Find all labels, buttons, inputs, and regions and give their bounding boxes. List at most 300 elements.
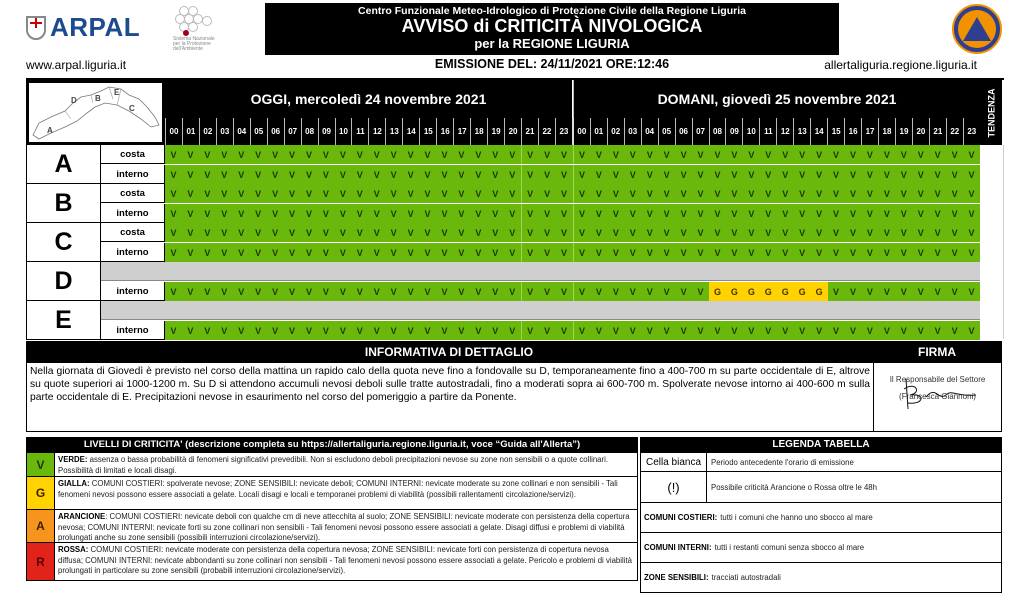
criticality-cell: V — [929, 223, 946, 242]
criticality-cell: V — [658, 321, 675, 340]
zone-b-costa-cells — [165, 184, 980, 203]
criticality-cell: V — [199, 204, 216, 223]
criticality-cell: V — [539, 223, 556, 242]
criticality-cell: V — [453, 204, 470, 223]
criticality-cell: V — [963, 184, 980, 203]
criticality-cell: V — [675, 145, 692, 164]
criticality-cell: V — [351, 243, 368, 262]
criticality-cell: V — [182, 243, 199, 262]
criticality-cell: V — [470, 321, 487, 340]
document-title: AVVISO di CRITICITÀ NIVOLOGICA — [401, 16, 703, 36]
criticality-cell: V — [453, 184, 470, 203]
criticality-cell: V — [845, 243, 862, 262]
hour-label-today-22: 22 — [538, 118, 555, 145]
criticality-cell: V — [487, 145, 504, 164]
level-description: ROSSA: COMUNI COSTIERI: nevicate moderate con persistenza della copertura nevosa; ZONE SENSIBILI: nevicate forti con persistenza di copertura nevosa diffusa; COMUNI INTERNI: nevicate abbondanti su zone collinari non sensibili - Tali fenomeni nevosi possono essere associati a gelate. Pericolo e problemi di viabilità prolungati in particolare su zone sensibili (probabili interruzioni circolazione/servizi). — [58, 545, 632, 575]
criticality-cell: V — [487, 282, 504, 301]
criticality-cell: V — [878, 165, 895, 184]
criticality-cell: V — [895, 204, 912, 223]
handwritten-signature-icon — [896, 375, 986, 411]
criticality-cell: V — [675, 282, 692, 301]
liguria-zone-map — [26, 80, 165, 145]
criticality-cell: V — [828, 223, 845, 242]
criticality-cell: V — [658, 165, 675, 184]
svg-text:C: C — [129, 104, 135, 113]
criticality-cell: V — [912, 243, 929, 262]
zone-a-interno-cells — [165, 165, 980, 184]
criticality-cell: V — [845, 282, 862, 301]
criticality-cell: V — [658, 223, 675, 242]
criticality-cell: V — [419, 145, 436, 164]
criticality-cell: V — [573, 204, 591, 223]
criticality-cell: V — [692, 243, 709, 262]
criticality-cell: V — [726, 145, 743, 164]
hour-label-today-15: 15 — [419, 118, 436, 145]
criticality-cell: V — [334, 223, 351, 242]
signature-box — [874, 362, 1002, 432]
criticality-cell: V — [419, 321, 436, 340]
hour-label-today-19: 19 — [487, 118, 504, 145]
criticality-cell: V — [385, 204, 402, 223]
zone-c-costa-label: costa — [101, 223, 165, 242]
criticality-cell: V — [709, 321, 726, 340]
criticality-cell: V — [760, 321, 777, 340]
criticality-cell: V — [317, 321, 334, 340]
snpa-logo — [165, 4, 245, 54]
criticality-cell: V — [182, 145, 199, 164]
criticality-cell: V — [233, 184, 250, 203]
criticality-cell: V — [402, 184, 419, 203]
criticality-cell: V — [301, 243, 318, 262]
criticality-cell: V — [845, 145, 862, 164]
criticality-cell: V — [470, 204, 487, 223]
protezione-civile-logo — [952, 4, 1002, 54]
criticality-cell: V — [946, 282, 963, 301]
criticality-cell: V — [607, 282, 624, 301]
criticality-cell: V — [250, 165, 267, 184]
criticality-cell: V — [267, 321, 284, 340]
criticality-cell: V — [709, 243, 726, 262]
criticality-cell: V — [368, 145, 385, 164]
criticality-cell: V — [590, 243, 607, 262]
zone-label-c: C — [26, 223, 101, 262]
criticality-cell: V — [539, 243, 556, 262]
criticality-cell: V — [641, 243, 658, 262]
hour-label-tomorrow-09: 09 — [725, 118, 742, 145]
hour-label-today-07: 07 — [284, 118, 301, 145]
criticality-cell: V — [504, 321, 521, 340]
criticality-cell: V — [521, 165, 539, 184]
criticality-cell: G — [760, 282, 777, 301]
criticality-cell: V — [233, 282, 250, 301]
criticality-cell: V — [658, 204, 675, 223]
criticality-cell: V — [777, 321, 794, 340]
hour-label-tomorrow-12: 12 — [776, 118, 793, 145]
criticality-cell: V — [573, 165, 591, 184]
criticality-cell: V — [624, 282, 641, 301]
criticality-cell: V — [573, 145, 591, 164]
criticality-cell: V — [351, 184, 368, 203]
zone-d-no-costa-row — [101, 262, 980, 281]
criticality-cell: V — [521, 204, 539, 223]
criticality-cell: V — [556, 321, 573, 340]
hour-label-tomorrow-13: 13 — [793, 118, 810, 145]
criticality-cell: V — [590, 282, 607, 301]
hour-label-today-11: 11 — [351, 118, 368, 145]
criticality-cell: V — [267, 145, 284, 164]
zone-b-interno-label: interno — [101, 204, 165, 223]
criticality-cell: V — [845, 184, 862, 203]
criticality-cell: V — [692, 282, 709, 301]
criticality-cell: V — [760, 165, 777, 184]
criticality-cell: V — [590, 204, 607, 223]
criticality-cell: V — [301, 184, 318, 203]
criticality-cell: V — [777, 165, 794, 184]
criticality-cell: V — [504, 243, 521, 262]
criticality-cell: V — [556, 204, 573, 223]
criticality-cell: V — [385, 165, 402, 184]
zone-c-interno-cells — [165, 243, 980, 262]
criticality-cell: V — [878, 204, 895, 223]
organization-line: Centro Funzionale Meteo-Idrologico di Protezione Civile della Regione Liguria — [358, 5, 746, 17]
criticality-cell: V — [334, 184, 351, 203]
criticality-cell: V — [556, 223, 573, 242]
hour-label-tomorrow-20: 20 — [912, 118, 929, 145]
criticality-cell: V — [216, 282, 233, 301]
criticality-cell: V — [504, 184, 521, 203]
criticality-cell: V — [301, 165, 318, 184]
criticality-cell: V — [165, 243, 182, 262]
criticality-cell: V — [794, 223, 811, 242]
criticality-cell: V — [419, 223, 436, 242]
hour-label-tomorrow-01: 01 — [590, 118, 607, 145]
criticality-cell: V — [878, 223, 895, 242]
criticality-cell: V — [929, 184, 946, 203]
criticality-cell: V — [436, 145, 453, 164]
criticality-cell: V — [929, 282, 946, 301]
criticality-cell: V — [861, 204, 878, 223]
criticality-cell: V — [539, 321, 556, 340]
hour-label-today-03: 03 — [216, 118, 233, 145]
levels-header: LIVELLI DI CRITICITA' (descrizione completa su https://allertaliguria.regione.liguria.it, voce “Guida all'Allerta”) — [26, 437, 638, 453]
criticality-cell: V — [895, 243, 912, 262]
zone-label-d: D — [26, 262, 101, 301]
criticality-cell: V — [504, 282, 521, 301]
zone-c-costa-cells — [165, 223, 980, 242]
criticality-cell: V — [317, 223, 334, 242]
criticality-cell: V — [233, 321, 250, 340]
criticality-cell: V — [267, 282, 284, 301]
criticality-cell: V — [199, 223, 216, 242]
criticality-cell: V — [811, 165, 828, 184]
criticality-cell: V — [216, 321, 233, 340]
criticality-cell: V — [250, 184, 267, 203]
criticality-cell: V — [250, 223, 267, 242]
criticality-cell: V — [301, 145, 318, 164]
criticality-cell: V — [284, 282, 301, 301]
criticality-cell: V — [946, 321, 963, 340]
criticality-cell: V — [811, 321, 828, 340]
criticality-cell: V — [794, 165, 811, 184]
criticality-cell: V — [726, 204, 743, 223]
criticality-cell: V — [709, 184, 726, 203]
criticality-cell: V — [521, 184, 539, 203]
criticality-cell: V — [675, 165, 692, 184]
criticality-cell: V — [317, 165, 334, 184]
criticality-cell: V — [165, 204, 182, 223]
criticality-cell: V — [573, 282, 591, 301]
criticality-cell: V — [828, 204, 845, 223]
level-description: VERDE: assenza o bassa probabilità di fenomeni significativi prevedibili. Non si escludono deboli precipitazioni nevose su zone non sensibili o a quote collinari. Possibilità di limitati e locali disagi. — [58, 455, 609, 475]
title-banner — [265, 3, 839, 55]
legend-header: LEGENDA TABELLA — [640, 437, 1002, 453]
criticality-cell: V — [182, 165, 199, 184]
criticality-cell: V — [284, 184, 301, 203]
criticality-cell: V — [556, 282, 573, 301]
criticality-cell: V — [590, 223, 607, 242]
tendenza-header: TENDENZA — [980, 80, 1002, 145]
criticality-cell: V — [777, 223, 794, 242]
criticality-cell: V — [845, 165, 862, 184]
criticality-cell: V — [895, 223, 912, 242]
criticality-cell: V — [743, 184, 760, 203]
criticality-cell: V — [402, 321, 419, 340]
criticality-cell: V — [726, 165, 743, 184]
legend-key: (!) — [641, 472, 707, 502]
criticality-cell: V — [233, 223, 250, 242]
criticality-cell: V — [590, 321, 607, 340]
criticality-cell: G — [811, 282, 828, 301]
criticality-cell: V — [658, 282, 675, 301]
criticality-cell: V — [760, 243, 777, 262]
criticality-cell: V — [929, 145, 946, 164]
zone-label-e: E — [26, 301, 101, 340]
criticality-cell: V — [182, 223, 199, 242]
allertaliguria-website-link[interactable]: allertaliguria.regione.liguria.it — [824, 58, 977, 72]
criticality-cell: V — [368, 223, 385, 242]
criticality-cell: G — [777, 282, 794, 301]
criticality-cell: V — [828, 165, 845, 184]
criticality-cell: V — [334, 321, 351, 340]
hour-label-tomorrow-21: 21 — [929, 118, 946, 145]
criticality-cell: V — [861, 282, 878, 301]
criticality-cell: V — [487, 184, 504, 203]
hour-label-today-17: 17 — [453, 118, 470, 145]
criticality-cell: V — [811, 243, 828, 262]
criticality-cell: V — [419, 204, 436, 223]
criticality-cell: V — [878, 184, 895, 203]
criticality-cell: V — [334, 165, 351, 184]
criticality-cell: G — [726, 282, 743, 301]
criticality-cell: V — [794, 204, 811, 223]
level-swatch: G — [27, 477, 55, 509]
criticality-cell: V — [811, 204, 828, 223]
level-description: GIALLA: COMUNI COSTIERI: spolverate nevose; ZONE SENSIBILI: nevicate deboli; COMUNI INTERNI: nevicate moderate su zone collinari e non sensibili - Tali fenomeni nevosi possono essere associati a gelate. Locali disagi e locali e temporanei problemi di viabilità (possibili rallentamenti circolazione/servizi). — [58, 479, 618, 499]
criticality-cell: V — [861, 243, 878, 262]
criticality-cell: V — [929, 243, 946, 262]
svg-text:B: B — [95, 94, 101, 103]
criticality-cell: V — [607, 321, 624, 340]
criticality-cell: V — [436, 223, 453, 242]
criticality-cell: V — [368, 243, 385, 262]
criticality-cell: V — [250, 145, 267, 164]
criticality-cell: V — [317, 204, 334, 223]
criticality-cell: V — [760, 184, 777, 203]
criticality-cell: V — [165, 282, 182, 301]
criticality-cell: V — [692, 145, 709, 164]
criticality-cell: V — [216, 243, 233, 262]
hour-label-today-10: 10 — [335, 118, 352, 145]
criticality-cell: V — [777, 204, 794, 223]
legend-row — [640, 472, 1002, 503]
legend-key: Cella bianca — [641, 453, 707, 471]
criticality-cell: V — [607, 223, 624, 242]
criticality-cell: V — [658, 184, 675, 203]
hour-label-tomorrow-15: 15 — [827, 118, 844, 145]
criticality-cell: V — [385, 145, 402, 164]
criticality-cell: V — [453, 282, 470, 301]
svg-text:D: D — [71, 96, 77, 105]
criticality-cell: V — [419, 282, 436, 301]
criticality-cell: V — [963, 223, 980, 242]
criticality-cell: V — [521, 145, 539, 164]
hour-label-tomorrow-03: 03 — [624, 118, 641, 145]
criticality-cell: V — [267, 243, 284, 262]
criticality-cell: V — [878, 321, 895, 340]
criticality-cell: V — [368, 165, 385, 184]
criticality-cell: V — [165, 321, 182, 340]
level-row-g — [26, 477, 638, 510]
criticality-cell: V — [946, 204, 963, 223]
criticality-cell: V — [487, 321, 504, 340]
criticality-cell: V — [895, 165, 912, 184]
hour-label-tomorrow-00: 00 — [572, 118, 590, 145]
arpal-website-link[interactable]: www.arpal.liguria.it — [26, 58, 127, 72]
hour-label-tomorrow-18: 18 — [878, 118, 895, 145]
legend-definition: COMUNI COSTIERI: tutti i comuni che hanno uno sbocco al mare — [640, 503, 1002, 533]
criticality-cell: V — [675, 223, 692, 242]
criticality-cell: V — [794, 184, 811, 203]
criticality-cell: V — [641, 184, 658, 203]
criticality-cell: V — [963, 165, 980, 184]
criticality-cell: V — [692, 204, 709, 223]
criticality-cell: V — [250, 204, 267, 223]
criticality-cell: V — [726, 243, 743, 262]
criticality-cell: V — [351, 223, 368, 242]
criticality-cell: V — [470, 145, 487, 164]
criticality-cell: V — [284, 243, 301, 262]
hour-label-today-00: 00 — [165, 118, 182, 145]
criticality-cell: V — [216, 145, 233, 164]
today-header: OGGI, mercoledì 24 novembre 2021 — [165, 80, 572, 118]
criticality-cell: V — [470, 223, 487, 242]
criticality-cell: V — [436, 184, 453, 203]
liguria-map-icon — [29, 83, 162, 142]
criticality-cell: V — [385, 184, 402, 203]
criticality-cell: V — [453, 165, 470, 184]
criticality-cell: V — [402, 145, 419, 164]
criticality-cell: V — [590, 184, 607, 203]
criticality-cell: V — [912, 145, 929, 164]
hour-label-tomorrow-05: 05 — [658, 118, 675, 145]
criticality-cell: V — [658, 243, 675, 262]
criticality-cell: V — [743, 145, 760, 164]
hour-label-today-04: 04 — [233, 118, 250, 145]
criticality-cell: V — [726, 184, 743, 203]
criticality-cell: V — [861, 165, 878, 184]
criticality-cell: V — [912, 282, 929, 301]
criticality-cell: V — [233, 145, 250, 164]
criticality-cell: V — [794, 145, 811, 164]
criticality-cell: V — [267, 223, 284, 242]
hour-label-today-20: 20 — [504, 118, 521, 145]
info-heading: INFORMATIVA DI DETTAGLIO — [364, 345, 534, 359]
criticality-cell: V — [284, 223, 301, 242]
criticality-cell: V — [301, 223, 318, 242]
criticality-cell: V — [641, 282, 658, 301]
criticality-cell: G — [794, 282, 811, 301]
hour-label-tomorrow-07: 07 — [692, 118, 709, 145]
hour-label-tomorrow-11: 11 — [759, 118, 776, 145]
level-row-v — [26, 453, 638, 477]
criticality-cell: V — [760, 145, 777, 164]
hour-label-tomorrow-19: 19 — [895, 118, 912, 145]
criticality-cell: V — [402, 282, 419, 301]
criticality-cell: V — [436, 165, 453, 184]
criticality-cell: V — [521, 243, 539, 262]
criticality-cell: V — [351, 145, 368, 164]
criticality-cell: V — [658, 145, 675, 164]
criticality-cell: V — [487, 204, 504, 223]
criticality-cell: V — [760, 223, 777, 242]
criticality-cell: V — [334, 204, 351, 223]
criticality-cell: V — [743, 223, 760, 242]
hours-header-row — [165, 118, 980, 145]
criticality-cell: V — [845, 204, 862, 223]
liguria-shield-icon — [26, 16, 46, 40]
criticality-cell: G — [743, 282, 760, 301]
hour-label-today-02: 02 — [199, 118, 216, 145]
criticality-cell: V — [641, 145, 658, 164]
criticality-cell: V — [216, 184, 233, 203]
zone-d-interno-cells — [165, 282, 980, 301]
criticality-cell: V — [504, 145, 521, 164]
svg-text:E: E — [114, 88, 120, 97]
signer-name: (Francesca Giannoni) — [899, 392, 976, 401]
criticality-cell: V — [590, 145, 607, 164]
firma-heading: FIRMA — [918, 345, 956, 359]
criticality-cell: V — [165, 145, 182, 164]
level-swatch: V — [27, 453, 55, 476]
criticality-cell: V — [641, 223, 658, 242]
criticality-cell: V — [504, 165, 521, 184]
criticality-cell: V — [624, 204, 641, 223]
criticality-cell: V — [828, 282, 845, 301]
criticality-cell: V — [521, 321, 539, 340]
legend-value: Periodo antecedente l'orario di emissione — [711, 457, 854, 467]
criticality-cell: V — [624, 321, 641, 340]
zone-a-interno-label: interno — [101, 165, 165, 184]
legend-row — [640, 453, 1002, 472]
criticality-cell: V — [726, 223, 743, 242]
criticality-cell: V — [165, 165, 182, 184]
criticality-cell: V — [334, 282, 351, 301]
hour-label-tomorrow-08: 08 — [709, 118, 726, 145]
criticality-cell: V — [419, 165, 436, 184]
criticality-cell: V — [794, 243, 811, 262]
zone-c-interno-label: interno — [101, 243, 165, 262]
criticality-cell: V — [624, 145, 641, 164]
